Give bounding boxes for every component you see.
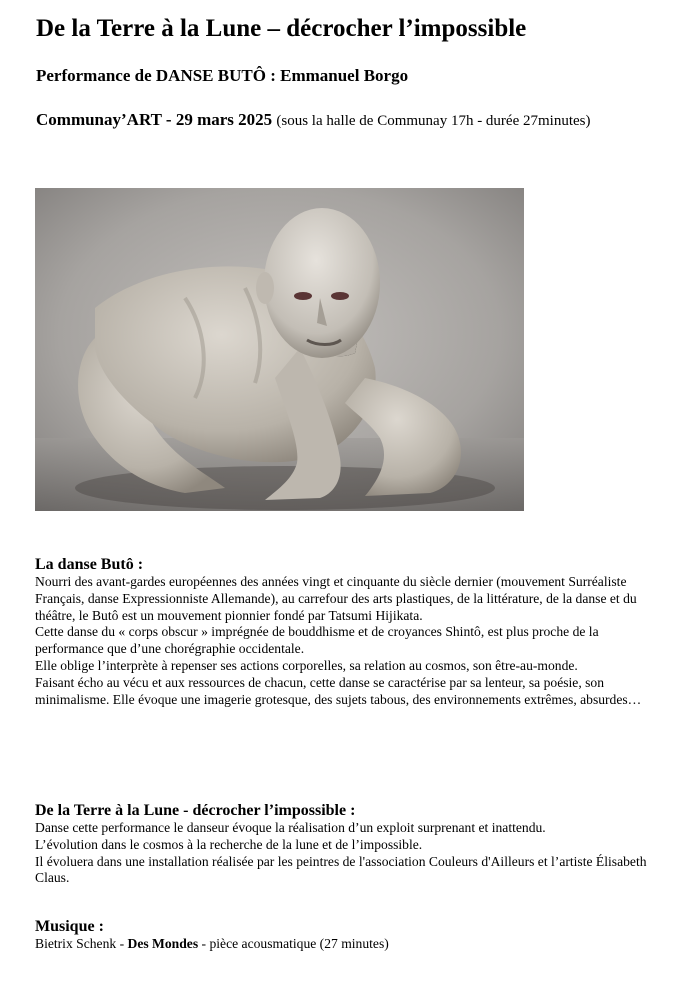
event-date-venue: Communay’ART - 29 mars 2025 — [36, 110, 273, 129]
buto-paragraph-2: Cette danse du « corps obscur » imprégnée de bouddhisme et de croyances Shintô, est plus proche de la performance que d’une chorégraphie occidentale. — [35, 624, 599, 657]
music-work-title: Des Mondes — [127, 936, 199, 951]
dancer-ear — [256, 272, 274, 304]
section-musique — [35, 918, 655, 953]
performance-subtitle: Performance de DANSE BUTÔ : Emmanuel Borgo — [36, 66, 409, 85]
event-info — [36, 108, 591, 133]
terre-paragraph-3: Il évoluera dans une installation réalisée par les peintres de l'association Couleurs d'Ailleurs et l’artiste Élisabeth Claus. — [35, 853, 647, 886]
section-terre-lune — [35, 802, 655, 887]
terre-paragraph-1: Danse cette performance le danseur évoque la réalisation d’un exploit surprenant et inattendu. — [35, 820, 546, 835]
buto-paragraph-1: Nourri des avant-gardes européennes des années vingt et cinquante du siècle dernier (mouvement Surréaliste Français, danse Expressionniste Allemande), au carrefour des arts plastiques, de la littérature, de la danse et du théâtre, le Butô est un mouvement pionnier fondé par Tatsumi Hijikata. — [35, 574, 637, 623]
music-credit — [35, 936, 655, 953]
dancer-head — [264, 208, 380, 358]
section-heading-terre: De la Terre à la Lune - décrocher l’impossible : — [35, 802, 356, 819]
section-heading-buto: La danse Butô : — [35, 556, 144, 573]
page-title: De la Terre à la Lune – décrocher l’impossible — [36, 15, 527, 42]
section-danse-buto — [35, 556, 655, 708]
music-description: - pièce acousmatique (27 minutes) — [201, 936, 389, 951]
buto-paragraph-3: Elle oblige l’interprète à repenser ses actions corporelles, sa relation au cosmos, son être-au-monde. — [35, 657, 578, 673]
music-composer: Bietrix Schenk - — [35, 936, 125, 951]
dancer-photo — [35, 188, 524, 511]
event-details: (sous la halle de Communay 17h - durée 27minutes) — [276, 113, 591, 129]
terre-paragraph-2: L’évolution dans le cosmos à la recherche de la lune et de l’impossible. — [35, 836, 423, 852]
buto-paragraph-4: Faisant écho au vécu et aux ressources de chacun, cette danse se caractérise par sa lenteur, sa poésie, son minimalisme. Elle évoque une imagerie grotesque, des sujets tabous, des environnements extrêmes, absurdes… — [35, 674, 642, 707]
dancer-right-eye — [331, 292, 349, 300]
dancer-left-eye — [294, 292, 312, 300]
section-heading-musique: Musique : — [35, 918, 104, 935]
